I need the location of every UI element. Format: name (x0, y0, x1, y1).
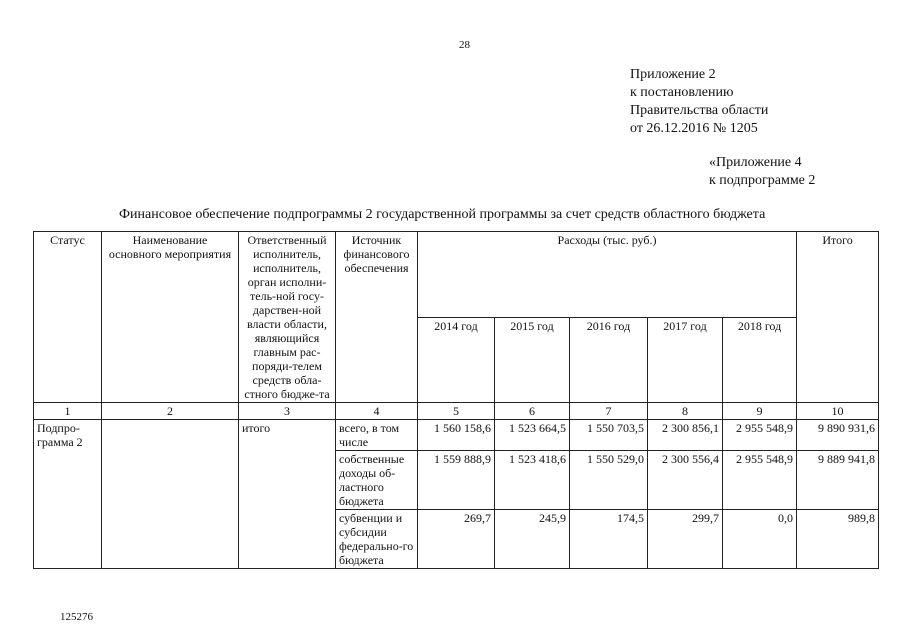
header-total: Итого (797, 232, 879, 403)
header-year: 2018 год (723, 317, 797, 403)
header-source: Источник финансового обеспечения (336, 232, 418, 403)
column-number: 9 (723, 403, 797, 420)
column-number: 7 (570, 403, 648, 420)
header-executor: Ответственный исполнитель, исполнитель, орган исполни-тель-ной госу-дарствен-ной власти области, являющийся главным рас-поряди-телем средств обла-стного бюдже-та (239, 232, 336, 403)
header-year: 2014 год (418, 317, 495, 403)
value-cell: 1 560 158,6 (418, 420, 495, 451)
header-year: 2017 год (648, 317, 723, 403)
appendix-line: к постановлению (630, 85, 734, 100)
executor-cell: итого (239, 420, 336, 569)
appendix-line: к подпрограмме 2 (709, 173, 816, 188)
column-number: 3 (239, 403, 336, 420)
value-cell: 245,9 (495, 510, 570, 569)
value-cell: 269,7 (418, 510, 495, 569)
document-title: Финансовое обеспечение подпрограммы 2 государственной программы за счет средств областного бюджета (119, 207, 766, 222)
column-number: 10 (797, 403, 879, 420)
column-number: 6 (495, 403, 570, 420)
column-number: 5 (418, 403, 495, 420)
source-cell: собственные доходы об-ластного бюджета (336, 451, 418, 510)
value-cell: 174,5 (570, 510, 648, 569)
total-cell: 9 889 941,8 (797, 451, 879, 510)
appendix-line: «Приложение 4 (709, 155, 802, 170)
name-cell (102, 420, 239, 569)
value-cell: 1 550 529,0 (570, 451, 648, 510)
appendix-line: Приложение 2 (630, 67, 716, 82)
value-cell: 1 523 664,5 (495, 420, 570, 451)
total-cell: 9 890 931,6 (797, 420, 879, 451)
status-cell: Подпро-грамма 2 (34, 420, 102, 569)
value-cell: 1 523 418,6 (495, 451, 570, 510)
header-expenses: Расходы (тыс. руб.) (418, 232, 797, 318)
header-name: Наименование основного мероприятия (102, 232, 239, 403)
header-year: 2015 год (495, 317, 570, 403)
column-number: 8 (648, 403, 723, 420)
total-cell: 989,8 (797, 510, 879, 569)
value-cell: 2 300 856,1 (648, 420, 723, 451)
page-number: 28 (459, 39, 470, 51)
value-cell: 1 550 703,5 (570, 420, 648, 451)
source-cell: субвенции и субсидии федерально-го бюджета (336, 510, 418, 569)
financing-table (33, 231, 879, 569)
footer-code: 125276 (60, 611, 93, 623)
header-status: Статус (34, 232, 102, 403)
appendix-line: Правительства области (630, 103, 769, 118)
appendix-line: от 26.12.2016 № 1205 (630, 121, 758, 136)
value-cell: 2 300 556,4 (648, 451, 723, 510)
value-cell: 2 955 548,9 (723, 420, 797, 451)
column-number: 4 (336, 403, 418, 420)
value-cell: 1 559 888,9 (418, 451, 495, 510)
column-number: 2 (102, 403, 239, 420)
source-cell: всего, в том числе (336, 420, 418, 451)
appendix-reference (630, 66, 768, 138)
appendix-subprogram-reference (709, 154, 815, 190)
column-number: 1 (34, 403, 102, 420)
table-row (34, 420, 879, 451)
value-cell: 299,7 (648, 510, 723, 569)
header-year: 2016 год (570, 317, 648, 403)
value-cell: 0,0 (723, 510, 797, 569)
column-number-row (34, 403, 879, 420)
value-cell: 2 955 548,9 (723, 451, 797, 510)
